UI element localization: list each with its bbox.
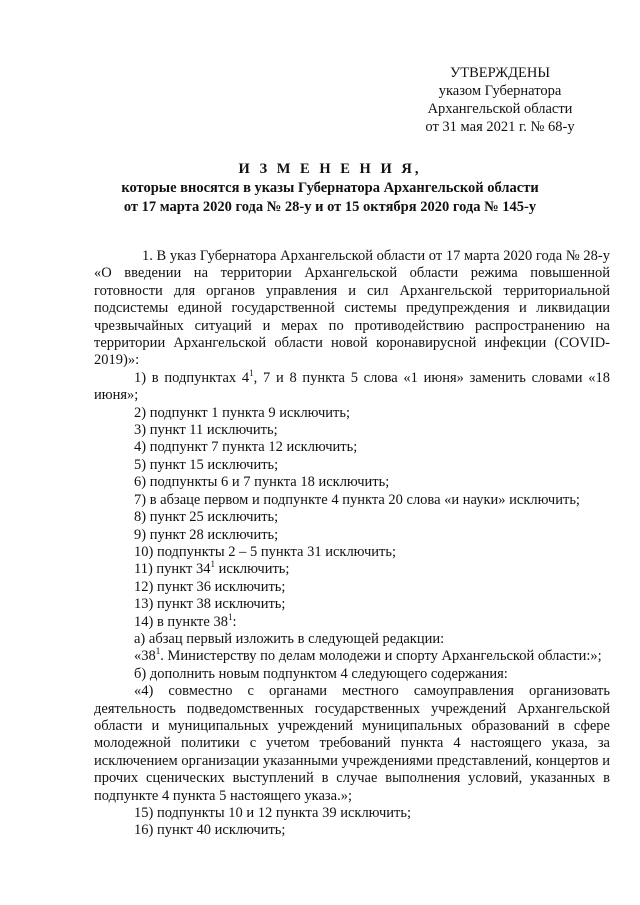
list-item-14-superscript: 1 (227, 611, 233, 622)
list-item-10: 10) подпункты 2 – 5 пункта 31 исключить; (134, 543, 396, 560)
list-item-1 (94, 367, 611, 405)
list-item-12: 12) пункт 36 исключить; (134, 578, 286, 595)
quoted-paragraph-1 (94, 648, 610, 665)
title-subtitle-line2: от 17 марта 2020 года № 28-у и от 15 октября 2020 года № 145-у (123, 199, 537, 215)
list-item-9: 9) пункт 28 исключить; (134, 526, 279, 543)
approval-line-date: от 31 мая 2021 г. № 68-у (425, 119, 575, 135)
list-item-16: 16) пункт 40 исключить; (134, 822, 286, 839)
list-item-2: 2) подпункт 1 пункта 9 исключить; (134, 404, 350, 421)
list-item-14-text-a: 14) в пункте 38 (134, 613, 228, 630)
title-subtitle-line1: которые вносятся в указы Губернатора Архангельской области (121, 180, 539, 196)
title-heading: И З М Е Н Е Н И Я, (238, 161, 422, 177)
approval-line-decree: указом Губернатора (438, 83, 562, 99)
list-item-14-text-b: : (232, 613, 237, 630)
list-item-1-text-b: , 7 и 8 пункта 5 слова «1 июня» заменить словами «18 июня»; (94, 369, 611, 404)
list-item-15: 15) подпункты 10 и 12 пункта 39 исключить; (134, 805, 411, 821)
list-item-1-superscript: 1 (249, 367, 254, 378)
approval-stamp (400, 64, 600, 136)
approval-line-region: Архангельской области (427, 101, 573, 117)
quoted-paragraph-2: «4) совместно с органами местного самоуправления организовать деятельность подведомственных государственных учреждений Архангельской области и муниципальных учреждений муниципальных образований в сфере молодежной политики с учетом требований пункта 4 настоящего указа, за исключением организации указанными учреждениями представлений, концертов и прочих сценических выступлений в случае выполнения условий, указанных в подпункте 4 пункта 5 настоящего указа.»; (94, 683, 610, 804)
approval-line-approved: УТВЕРЖДЕНЫ (449, 65, 551, 81)
list-item-6: 6) подпункты 6 и 7 пункта 18 исключить; (134, 474, 390, 491)
list-item-1-text-a: 1) в подпунктах 4 (134, 369, 250, 386)
quoted-paragraph-1-text-b: . Министерству по делам молодежи и спорту Архангельской области:»; (160, 648, 602, 665)
list-item-14 (94, 611, 610, 631)
quoted-paragraph-1-superscript: 1 (155, 646, 161, 657)
document-title (40, 160, 620, 217)
list-item-8: 8) пункт 25 исключить; (134, 509, 279, 526)
list-item-4: 4) подпункт 7 пункта 12 исключить; (134, 439, 358, 456)
list-item-7: 7) в абзаце первом и подпункте 4 пункта 20 слова «и науки» исключить; (134, 491, 580, 508)
list-item-3: 3) пункт 11 исключить; (134, 422, 278, 439)
document-body (94, 248, 610, 840)
list-item-11-text-b: исключить; (215, 561, 290, 578)
list-item-13: 13) пункт 38 исключить; (134, 596, 286, 613)
quoted-paragraph-1-text-a: «38 (134, 648, 156, 665)
list-item-11-text-a: 11) пункт 34 (134, 561, 211, 578)
list-item-11-superscript: 1 (210, 559, 216, 570)
subitem-a: а) абзац первый изложить в следующей редакции: (134, 630, 445, 647)
paragraph-1: 1. В указ Губернатора Архангельской области от 17 марта 2020 года № 28-у «О введении на территории Архангельской области режима повышенной готовности для органов управления и сил Архангельской территориальной подсистемы единой государственной системы предупреждения и ликвидации чрезвычайных ситуаций и мерах по противодействию распространению на территории Архангельской области новой коронавирусной инфекции (COVID-2019)»: (94, 248, 610, 369)
list-item-11 (94, 561, 610, 578)
subitem-b: б) дополнить новым подпунктом 4 следующего содержания: (134, 665, 508, 682)
list-item-5: 5) пункт 15 исключить; (134, 456, 279, 473)
